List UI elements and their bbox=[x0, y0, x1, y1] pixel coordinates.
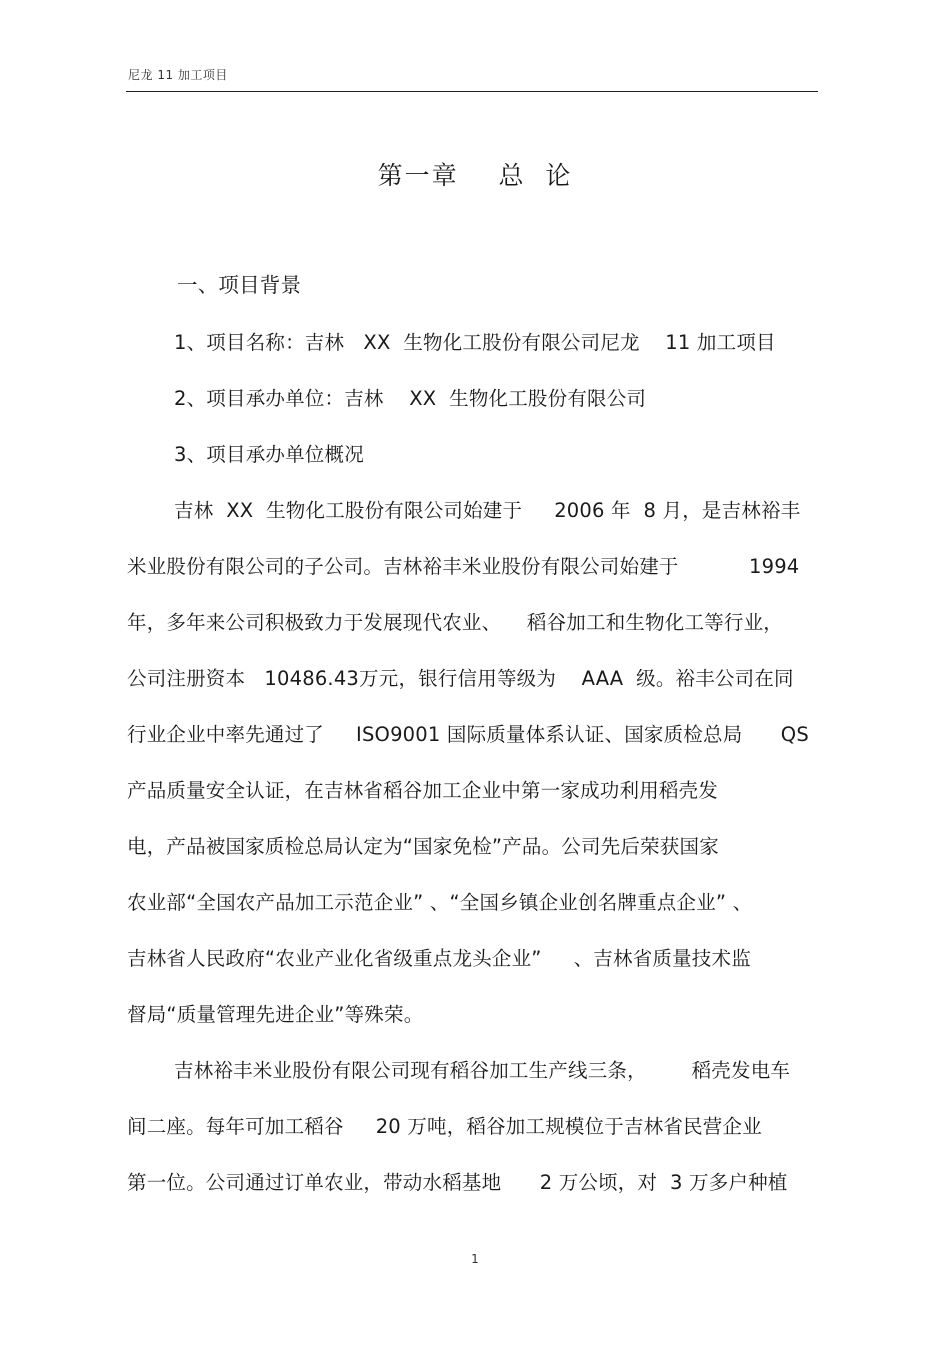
page-number: 1 bbox=[471, 1252, 479, 1266]
paragraph-line: 产品质量安全认证，在吉林省稻谷加工企业中第一家成功利用稻壳发 bbox=[127, 779, 719, 802]
paragraph-line: 米业股份有限公司的子公司。吉林裕丰米业股份有限公司始建于 1994 bbox=[127, 555, 800, 578]
paragraph-line: 农业部“全国农产品加工示范企业” 、“全国乡镇企业创名牌重点企业” 、 bbox=[127, 891, 753, 914]
section-heading: 一、项目背景 bbox=[177, 273, 302, 297]
chapter-title: 第一章 总 论 bbox=[377, 161, 573, 190]
paragraph-line: 年，多年来公司积极致力于发展现代农业、 稻谷加工和生物化工等行业， bbox=[127, 611, 783, 634]
paragraph-line: 第一位。公司通过订单农业，带动水稻基地 2 万公顷，对 3 万多户种植 bbox=[127, 1171, 788, 1194]
item-project-name: 1、项目名称：吉林 XX 生物化工股份有限公司尼龙 11 加工项目 bbox=[174, 331, 776, 354]
paragraph-line: 督局“质量管理先进企业”等殊荣。 bbox=[127, 1003, 424, 1026]
paragraph-line: 电，产品被国家质检总局认定为“国家免检”产品。公司先后荣获国家 bbox=[127, 835, 719, 858]
item-unit-overview: 3、项目承办单位概况 bbox=[174, 443, 364, 466]
paragraph-line: 公司注册资本 10486.43万元，银行信用等级为 AAA 级。裕丰公司在同 bbox=[127, 667, 794, 690]
paragraph-line: 吉林 XX 生物化工股份有限公司始建于 2006 年 8 月，是吉林裕丰 bbox=[174, 499, 801, 522]
header-divider bbox=[126, 91, 818, 92]
paragraph-line: 行业企业中率先通过了 ISO9001 国际质量体系认证、国家质检总局 QS bbox=[127, 723, 809, 746]
paragraph-line: 吉林省人民政府“农业产业化省级重点龙头企业” 、吉林省质量技术监 bbox=[127, 947, 751, 970]
paragraph-line: 吉林裕丰米业股份有限公司现有稻谷加工生产线三条， 稻壳发电车 bbox=[174, 1059, 791, 1082]
item-project-unit: 2、项目承办单位：吉林 XX 生物化工股份有限公司 bbox=[174, 387, 647, 410]
paragraph-line: 间二座。每年可加工稻谷 20 万吨，稻谷加工规模位于吉林省民营企业 bbox=[127, 1115, 762, 1138]
running-header: 尼龙 11 加工项目 bbox=[128, 68, 228, 82]
